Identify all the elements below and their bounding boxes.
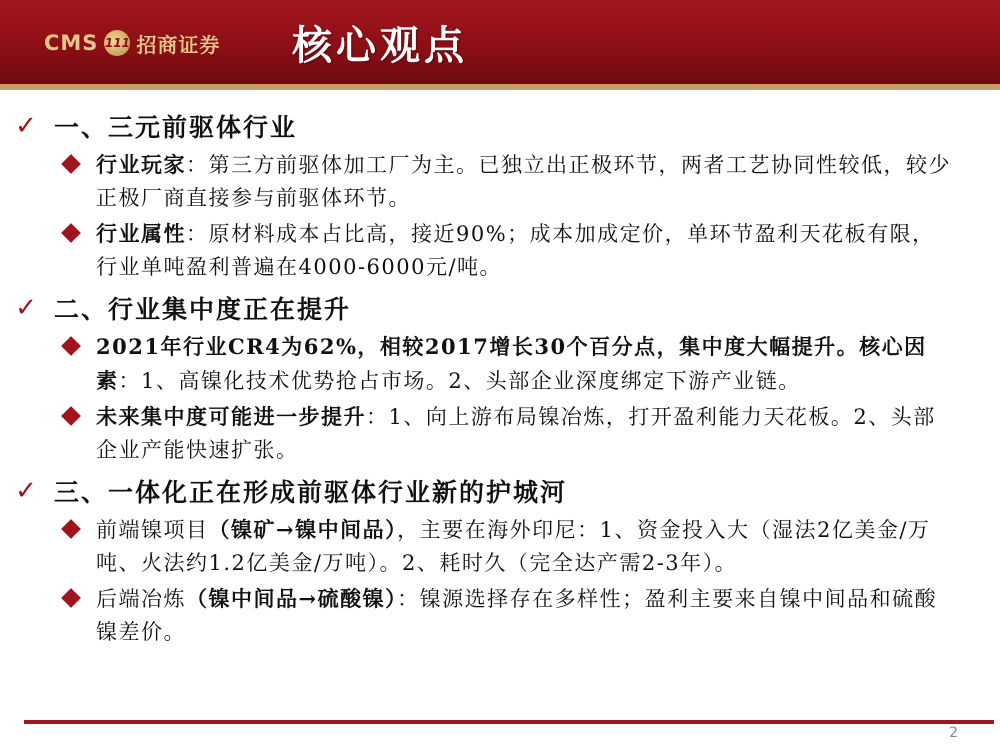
bullet-item	[0, 217, 1000, 284]
page-number: 2	[949, 725, 958, 741]
logo-chinese: 招商证券	[136, 32, 221, 57]
section-heading	[0, 104, 1000, 148]
diamond-bullet-icon	[61, 519, 81, 539]
diamond-bullet-icon	[61, 223, 81, 243]
section-3	[0, 469, 1000, 649]
bullet-pre: 后端冶炼	[96, 587, 186, 611]
bullet-lead: 行业属性	[96, 221, 186, 246]
diamond-bullet-icon	[61, 336, 81, 356]
bullet-text: ：1、向上游布局镍冶炼，打开盈利能力天花板。2、头部企业产能快速扩张。	[96, 405, 936, 462]
diamond-bullet-icon	[61, 588, 81, 608]
section-1	[0, 104, 1000, 284]
bullet-lead: 未来集中度可能进一步提升	[96, 404, 366, 429]
bullet-item	[0, 582, 1000, 649]
section-2	[0, 286, 1000, 467]
bullet-text: ：1、高镍化技术优势抢占市场。2、头部企业深度绑定下游产业链。	[118, 369, 801, 393]
bullet-text: ，主要在海外印尼：1、资金投入大（湿法2亿美金/万吨、火法约1.2亿美金/万吨）。2、耗时久（完全达产需2-3年）。	[96, 518, 931, 575]
company-logo	[44, 28, 220, 58]
footer-divider	[24, 720, 994, 724]
bullet-lead: （镍矿→镍中间品）	[208, 517, 398, 542]
section-heading	[0, 286, 1000, 330]
bullet-lead: 行业玩家	[96, 152, 186, 177]
bullet-item	[0, 148, 1000, 215]
bullet-item	[0, 330, 1000, 398]
slide-content	[0, 104, 1000, 651]
bullet-lead: 2021年行业CR4为62%，相较2017增长30个百分点，集中度大幅提升。核心因素	[96, 334, 927, 393]
header-divider	[0, 84, 1000, 90]
section-title: 三、一体化正在形成前驱体行业新的护城河	[54, 478, 568, 507]
checkmark-icon: ✓	[15, 293, 37, 323]
section-heading	[0, 469, 1000, 513]
checkmark-icon: ✓	[15, 476, 37, 506]
diamond-bullet-icon	[61, 154, 81, 174]
page-title: 核心观点	[292, 22, 468, 69]
logo-latin: CMS	[44, 31, 99, 55]
diamond-bullet-icon	[61, 406, 81, 426]
bullet-text: ：镍源选择存在多样性；盈利主要来自镍中间品和硫酸镍差价。	[96, 587, 938, 644]
bullet-lead: （镍中间品→硫酸镍）	[186, 586, 398, 611]
bullet-item	[0, 513, 1000, 580]
bullet-item	[0, 400, 1000, 467]
logo-emblem-icon: 111	[104, 30, 130, 56]
bullet-text: ：原材料成本占比高，接近90%；成本加成定价，单环节盈利天花板有限，行业单吨盈利普遍在4000-6000元/吨。	[96, 222, 935, 279]
section-title: 一、三元前驱体行业	[54, 113, 298, 142]
section-title: 二、行业集中度正在提升	[54, 295, 352, 324]
bullet-text: ：第三方前驱体加工厂为主。已独立出正极环节，两者工艺协同性较低，较少正极厂商直接参与前驱体环节。	[96, 153, 951, 210]
bullet-pre: 前端镍项目	[96, 518, 209, 542]
checkmark-icon: ✓	[15, 111, 37, 141]
header-banner	[0, 0, 1000, 84]
